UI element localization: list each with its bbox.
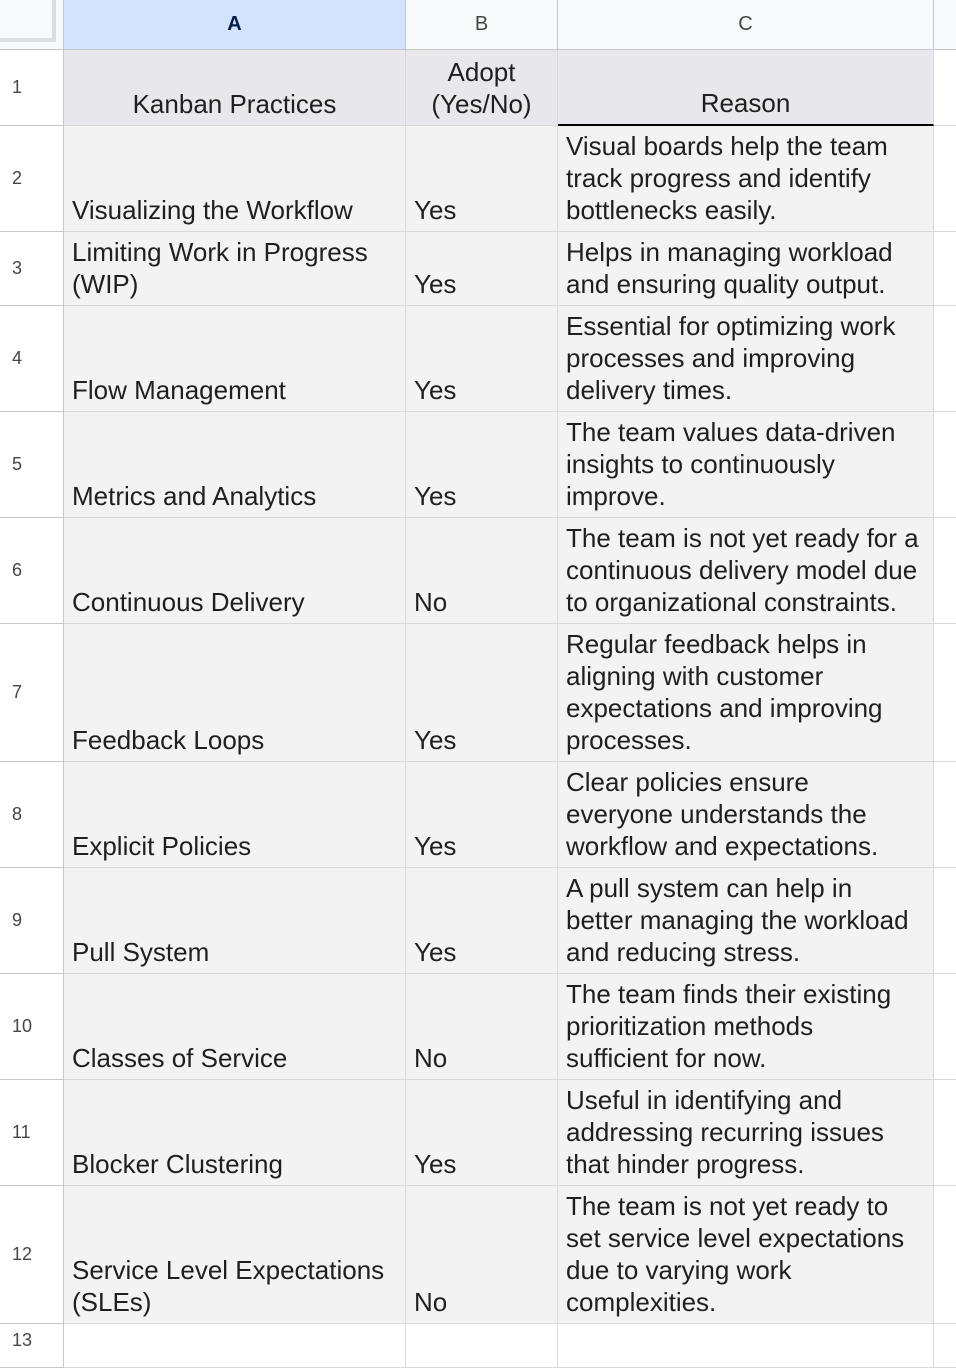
empty-cell[interactable] bbox=[558, 1324, 934, 1368]
empty-cell[interactable] bbox=[934, 1186, 956, 1324]
adopt-cell[interactable]: No bbox=[406, 974, 558, 1080]
practice-cell[interactable]: Service Level Expectations (SLEs) bbox=[64, 1186, 406, 1324]
adopt-cell[interactable]: No bbox=[406, 1186, 558, 1324]
header-practice-cell[interactable]: Kanban Practices bbox=[64, 50, 406, 126]
row-header[interactable]: 8 bbox=[0, 762, 64, 868]
empty-cell[interactable] bbox=[934, 126, 956, 232]
empty-cell[interactable] bbox=[934, 412, 956, 518]
reason-cell[interactable]: The team is not yet ready for a continuous delivery model due to organizational constraints. bbox=[558, 518, 934, 624]
empty-cell[interactable] bbox=[934, 762, 956, 868]
empty-cell[interactable] bbox=[934, 974, 956, 1080]
row-header[interactable]: 12 bbox=[0, 1186, 64, 1324]
row-header[interactable]: 13 bbox=[0, 1324, 64, 1368]
adopt-cell[interactable]: Yes bbox=[406, 1080, 558, 1186]
column-header-b[interactable]: B bbox=[406, 0, 558, 50]
row-header[interactable]: 11 bbox=[0, 1080, 64, 1186]
empty-cell[interactable] bbox=[406, 1324, 558, 1368]
adopt-cell[interactable]: No bbox=[406, 518, 558, 624]
reason-cell[interactable]: The team finds their existing prioritization methods sufficient for now. bbox=[558, 974, 934, 1080]
header-adopt-cell[interactable]: Adopt (Yes/No) bbox=[406, 50, 558, 126]
column-header-a[interactable]: A bbox=[64, 0, 406, 50]
practice-cell[interactable]: Classes of Service bbox=[64, 974, 406, 1080]
column-header-d[interactable] bbox=[934, 0, 956, 50]
reason-cell[interactable]: Regular feedback helps in aligning with customer expectations and improving processes. bbox=[558, 624, 934, 762]
practice-cell[interactable]: Blocker Clustering bbox=[64, 1080, 406, 1186]
empty-cell[interactable] bbox=[934, 624, 956, 762]
practice-cell[interactable]: Feedback Loops bbox=[64, 624, 406, 762]
empty-cell[interactable] bbox=[934, 306, 956, 412]
practice-cell[interactable]: Visualizing the Workflow bbox=[64, 126, 406, 232]
row-header[interactable]: 7 bbox=[0, 624, 64, 762]
row-header[interactable]: 6 bbox=[0, 518, 64, 624]
adopt-cell[interactable]: Yes bbox=[406, 412, 558, 518]
adopt-cell[interactable]: Yes bbox=[406, 126, 558, 232]
practice-cell[interactable]: Metrics and Analytics bbox=[64, 412, 406, 518]
select-all-corner[interactable] bbox=[0, 0, 64, 50]
reason-cell[interactable]: Helps in managing workload and ensuring quality output. bbox=[558, 232, 934, 306]
row-header[interactable]: 5 bbox=[0, 412, 64, 518]
column-header-c[interactable]: C bbox=[558, 0, 934, 50]
reason-cell[interactable]: Clear policies ensure everyone understands the workflow and expectations. bbox=[558, 762, 934, 868]
row-header[interactable]: 2 bbox=[0, 126, 64, 232]
practice-cell[interactable]: Pull System bbox=[64, 868, 406, 974]
empty-cell[interactable] bbox=[934, 50, 956, 126]
row-header[interactable]: 3 bbox=[0, 232, 64, 306]
row-header[interactable]: 1 bbox=[0, 50, 64, 126]
reason-cell[interactable]: Useful in identifying and addressing recurring issues that hinder progress. bbox=[558, 1080, 934, 1186]
practice-cell[interactable]: Limiting Work in Progress (WIP) bbox=[64, 232, 406, 306]
empty-cell[interactable] bbox=[934, 518, 956, 624]
freeze-handle[interactable] bbox=[0, 0, 56, 42]
adopt-cell[interactable]: Yes bbox=[406, 232, 558, 306]
header-reason-cell[interactable]: Reason bbox=[558, 50, 934, 126]
reason-cell[interactable]: The team values data-driven insights to continuously improve. bbox=[558, 412, 934, 518]
row-header[interactable]: 4 bbox=[0, 306, 64, 412]
reason-cell[interactable]: Essential for optimizing work processes and improving delivery times. bbox=[558, 306, 934, 412]
practice-cell[interactable]: Explicit Policies bbox=[64, 762, 406, 868]
reason-cell[interactable]: Visual boards help the team track progress and identify bottlenecks easily. bbox=[558, 126, 934, 232]
empty-cell[interactable] bbox=[934, 868, 956, 974]
empty-cell[interactable] bbox=[934, 1080, 956, 1186]
empty-cell[interactable] bbox=[934, 232, 956, 306]
practice-cell[interactable]: Flow Management bbox=[64, 306, 406, 412]
reason-cell[interactable]: A pull system can help in better managing the workload and reducing stress. bbox=[558, 868, 934, 974]
practice-cell[interactable]: Continuous Delivery bbox=[64, 518, 406, 624]
row-header[interactable]: 9 bbox=[0, 868, 64, 974]
adopt-cell[interactable]: Yes bbox=[406, 868, 558, 974]
reason-cell[interactable]: The team is not yet ready to set service level expectations due to varying work complexities. bbox=[558, 1186, 934, 1324]
empty-cell[interactable] bbox=[934, 1324, 956, 1368]
adopt-cell[interactable]: Yes bbox=[406, 624, 558, 762]
empty-cell[interactable] bbox=[64, 1324, 406, 1368]
row-header[interactable]: 10 bbox=[0, 974, 64, 1080]
adopt-cell[interactable]: Yes bbox=[406, 762, 558, 868]
adopt-cell[interactable]: Yes bbox=[406, 306, 558, 412]
